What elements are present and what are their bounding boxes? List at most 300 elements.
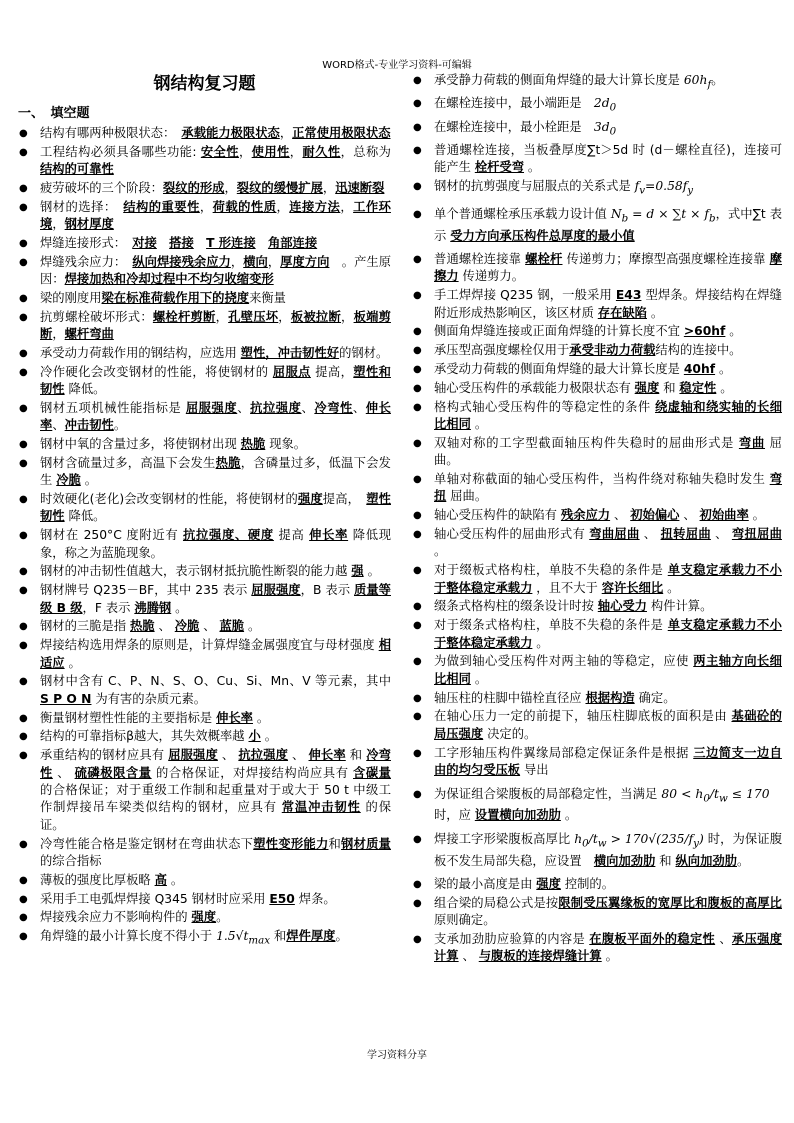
answer-text: 相适应 xyxy=(40,638,391,670)
question-text: 组合梁的局稳公式是按 xyxy=(434,895,559,910)
question-text: 钢材的抗剪强度与屈服点的关系式是 xyxy=(434,178,635,193)
page-title: 钢结构复习题 xyxy=(153,74,256,94)
answer-text: 热脆 xyxy=(215,455,241,470)
answer-text: 冷脆 xyxy=(174,619,200,634)
math-text: /t xyxy=(588,831,598,846)
answer-text: 伸长率 xyxy=(308,748,346,763)
question-text: 提高， xyxy=(322,492,367,507)
math-text: = d × ∑t × f xyxy=(628,206,709,221)
question-text: 导出 xyxy=(520,763,549,778)
question-item xyxy=(412,745,782,780)
question-text: 普通螺栓连接，当板叠厚度∑t＞5d 时 (d－螺栓直径)，连接可能产生 xyxy=(434,142,782,175)
answer-text: 摩擦力 xyxy=(434,252,782,284)
question-text: 侧面角焊缝连接或正面角焊缝的计算长度不宜 xyxy=(434,324,684,339)
answer-text: 搭接 xyxy=(169,235,194,250)
math-text: w xyxy=(597,837,607,850)
question-text: 冷作硬化会改变钢材的性能，将使钢材的 xyxy=(40,364,273,379)
question-text: ， xyxy=(340,199,354,214)
question-text: 和 xyxy=(270,929,287,944)
question-text: 轴心受压构件的承载能力极限状态有 xyxy=(434,380,635,395)
answer-text: 强度 xyxy=(191,910,217,925)
question-item xyxy=(18,491,391,526)
answer-text: 冷脆 xyxy=(56,473,81,488)
answer-text: 使用性 xyxy=(251,144,290,159)
question-text: 。 xyxy=(166,872,184,887)
question-text: 原则确定。 xyxy=(434,913,496,928)
question-item xyxy=(412,617,782,652)
question-text: 。 xyxy=(171,600,188,615)
answer-text: >60hf xyxy=(683,324,726,339)
question-text: ，含磷量过多，低温下会发生 xyxy=(40,455,391,488)
question-text: 焊缝残余应力： xyxy=(40,254,133,269)
question-text: ， xyxy=(267,254,281,269)
question-text: 决定的。 xyxy=(483,726,537,741)
question-text: 的合格保证，对焊接结构尚应具有 xyxy=(151,765,353,780)
answer-text: 耐久性 xyxy=(302,144,341,159)
answer-text: 纵向加劲肋 xyxy=(675,853,737,868)
question-text: ，B 表示 xyxy=(300,583,354,598)
question-item xyxy=(18,125,391,142)
question-text: 为保证组合梁腹板的局部稳定性，当满足 xyxy=(434,786,662,801)
question-text: 钢材牌号 Q235－BF，其中 235 表示 xyxy=(40,583,252,598)
question-item xyxy=(412,95,782,117)
question-text: 。 xyxy=(524,160,541,175)
question-text: ，且不大于 xyxy=(532,580,602,595)
question-text: 支承加劲肋应验算的内容是 xyxy=(434,932,590,947)
answer-text: 塑性韧性 xyxy=(40,492,391,524)
question-text: 焊接残余应力不影响构件的 xyxy=(40,910,192,925)
question-text: 手工焊焊接 Q235 钢，一般采用 xyxy=(434,288,616,303)
question-item xyxy=(18,290,391,307)
answer-text: 热脆 xyxy=(240,437,266,452)
question-text: 。 xyxy=(252,710,270,725)
math-text: h xyxy=(574,831,583,846)
question-item xyxy=(412,323,782,340)
question-text: 的合格保证；对于重级工作制和起重量对于或大于 50 t 中级工作制焊接吊车梁类似结构的钢材，应具有 xyxy=(40,783,391,815)
answer-text: 板端剪断 xyxy=(40,309,391,342)
answer-text: 对接 xyxy=(132,235,157,250)
question-item xyxy=(18,436,391,453)
question-text: 角焊缝的最小计算长度不得小于 xyxy=(40,929,217,944)
answer-text: 质量等级 B 级 xyxy=(40,583,391,615)
answer-text: 单支稳定承载力不小于整体稳定承载力 xyxy=(434,563,782,595)
question-text: 。 xyxy=(748,508,765,523)
question-text: 、 xyxy=(199,619,220,634)
question-text: 降低现象，称之为蓝脆现象。 xyxy=(40,528,391,560)
answer-text: 工作环境 xyxy=(40,199,391,232)
question-item xyxy=(18,235,391,252)
math-text: 0 xyxy=(582,837,589,850)
answer-text: 强度 xyxy=(536,877,561,892)
answer-text: 屈服强度 xyxy=(168,748,218,763)
answer-text: 裂纹的形成 xyxy=(162,180,225,195)
math-text: w xyxy=(718,791,728,804)
answer-text: 蓝脆 xyxy=(219,619,245,634)
question-item xyxy=(412,562,782,597)
question-text: 单轴对称截面的轴心受压构件，当构件绕对称轴失稳时发生 xyxy=(434,472,770,487)
question-text: 提高， xyxy=(310,364,354,379)
answer-text: 角部连接 xyxy=(267,235,318,250)
question-item xyxy=(18,144,391,179)
answer-text: 横向 xyxy=(243,254,268,269)
answer-text: 常温冲击韧性 xyxy=(281,800,361,815)
answer-text: 安全性 xyxy=(200,144,239,159)
answer-text: 高 xyxy=(154,872,167,887)
answer-text: 与腹板的连接焊缝计算 xyxy=(478,949,602,964)
question-text: 时效硬化(老化)会改变钢材的性能，将使钢材的 xyxy=(40,492,298,507)
answer-text: 沸腾钢 xyxy=(134,600,172,615)
question-item xyxy=(18,618,391,635)
math-text: max xyxy=(248,934,271,947)
answer-text: 弯扭屈曲 xyxy=(731,527,782,542)
answer-text: 焊接加热和冷却过程中不均匀收缩变形 xyxy=(64,272,274,287)
answer-text: 屈服点 xyxy=(272,364,311,379)
question-text: 确定。 xyxy=(634,690,676,705)
answer-text: E50 xyxy=(269,891,295,906)
question-text: ， xyxy=(215,309,229,324)
question-text: 抗剪螺栓破坏形式： xyxy=(40,309,153,324)
question-text: 。 xyxy=(216,910,229,925)
question-item xyxy=(18,455,391,490)
question-text: 承受动力荷载作用的钢结构，应选用 xyxy=(40,345,241,360)
answer-text: 伸长率 xyxy=(216,710,253,725)
question-item xyxy=(412,876,782,893)
answer-text: 焊件厚度 xyxy=(286,929,336,944)
math-text: /t xyxy=(709,786,719,801)
math-text: ) xyxy=(698,831,704,846)
answer-text: 设置横向加劲肋 xyxy=(474,808,561,823)
question-text: 钢材的冲击韧性值越大，表示钢材抵抗脆性断裂的能力越 xyxy=(40,564,352,579)
question-list-right xyxy=(412,72,782,966)
question-text: 。 xyxy=(260,729,278,744)
question-item xyxy=(412,471,782,506)
question-item xyxy=(412,380,782,397)
right-column xyxy=(412,72,782,967)
question-text xyxy=(256,236,268,250)
question-item xyxy=(18,582,391,617)
question-item xyxy=(412,653,782,688)
question-item xyxy=(18,891,391,908)
question-item xyxy=(412,831,782,870)
answer-text: 扭转屈曲 xyxy=(660,527,711,542)
answer-text: 两主轴方向长细比相同 xyxy=(434,654,782,686)
question-text: 结构的可靠指标β越大，其失效概率越 xyxy=(40,729,249,744)
answer-text: 存在缺陷 xyxy=(597,305,647,320)
question-text: 梁的最小高度是由 xyxy=(434,877,537,892)
question-text: 和 xyxy=(659,380,680,395)
answer-text: 抗拉强度 xyxy=(238,748,289,763)
answer-text: 抗拉强度 xyxy=(250,400,302,415)
question-item xyxy=(18,563,391,580)
answer-text: 荷载的性质 xyxy=(212,199,277,214)
question-item xyxy=(412,526,782,561)
question-text: 焊缝连接形式： xyxy=(40,235,133,250)
question-text: 。 xyxy=(715,362,732,377)
answer-text: 塑性和韧性 xyxy=(40,364,391,397)
question-text: 、 xyxy=(52,418,65,433)
answer-text: 承载能力极限状态 xyxy=(181,125,280,140)
answer-text: 限制受压翼缘板的宽厚比和腹板的高厚比 xyxy=(558,895,782,910)
question-text: 降低。 xyxy=(64,509,106,524)
question-item xyxy=(18,673,391,708)
question-text: 。 xyxy=(113,418,127,433)
question-text: 承压型高强度螺栓仅用于 xyxy=(434,343,570,358)
answer-text: 热脆 xyxy=(130,619,155,634)
math-text: 0 xyxy=(703,791,710,804)
question-text: 控制的。 xyxy=(560,877,615,892)
question-text: 。 xyxy=(725,324,742,339)
answer-text: 强度 xyxy=(297,492,323,507)
answer-text: 冲击韧性 xyxy=(64,418,114,433)
question-text: ，式中∑t 表示 xyxy=(434,206,782,243)
answer-text: 裂纹的缓慢扩展 xyxy=(236,180,323,195)
answer-text: 正常使用极限状态 xyxy=(292,125,391,140)
question-text: 和 xyxy=(655,853,676,868)
question-text: 冷弯性能合格是鉴定钢材在弯曲状态下 xyxy=(40,836,254,851)
question-text: 传递剪力；摩擦型高强度螺栓连接靠 xyxy=(562,252,770,267)
question-text: 现象。 xyxy=(265,437,307,452)
question-text: 焊接工字形梁腹板高厚比 xyxy=(434,831,575,846)
question-item xyxy=(412,598,782,615)
question-text: 承受动力荷载的侧面角焊缝的最大计算长度是 xyxy=(434,362,684,377)
answer-text: 弯曲 xyxy=(738,435,766,450)
question-text: 。 xyxy=(560,808,578,823)
answer-text: 钢材厚度 xyxy=(64,217,114,232)
question-text: ， xyxy=(230,254,244,269)
question-text: 钢材五项机械性能指标是 xyxy=(40,400,186,415)
question-text xyxy=(194,236,206,250)
answer-text: 结构的可靠性 xyxy=(40,162,114,177)
question-item xyxy=(18,527,391,562)
question-text: 钢材中含有 C、P、N、S、O、Cu、Si、Mn、V 等元素，其中 xyxy=(40,674,391,689)
question-text: 、 xyxy=(679,508,700,523)
question-text: 降低。 xyxy=(64,382,106,397)
answer-text: 三边简支一边自由的均匀受压板 xyxy=(434,745,782,778)
question-text: 、 xyxy=(301,400,315,415)
math-text: 1.5√t xyxy=(216,929,249,944)
question-item xyxy=(412,342,782,359)
question-text: 梁的刚度用 xyxy=(40,290,102,305)
answer-text: 螺栓杆 xyxy=(525,252,563,267)
math-text: f xyxy=(707,78,712,91)
section-heading: 一、 填空题 xyxy=(18,106,90,122)
question-text: 、 xyxy=(639,527,661,542)
question-text: 工字形轴压构件翼缘局部稳定保证条件是根据 xyxy=(434,745,694,760)
answer-text: 钢材质量 xyxy=(341,836,391,851)
answer-text: 纵向焊接残余应力 xyxy=(132,254,231,269)
math-text: f xyxy=(634,178,640,193)
question-text: ， xyxy=(276,199,290,214)
answer-text: 伸长率 xyxy=(40,400,391,433)
question-text: ，F 表示 xyxy=(82,600,135,615)
question-text: 钢材的选择： xyxy=(40,199,124,214)
question-text: 采用手工电弧焊焊接 Q345 钢材时应采用 xyxy=(40,891,270,906)
answer-text: 承压强度计算 xyxy=(434,932,782,964)
question-text: 格构式轴心受压构件的等稳定性的条件 xyxy=(434,399,655,414)
math-text: v xyxy=(639,184,646,197)
question-item xyxy=(18,309,391,344)
question-text: 工程结构必须具备哪些功能: xyxy=(40,144,201,159)
question-text: 。 xyxy=(434,544,447,559)
math-text: y xyxy=(687,184,694,197)
question-item xyxy=(412,178,782,200)
question-text: 疲劳破坏的三个阶段： xyxy=(40,180,163,195)
question-text: 。 xyxy=(601,949,618,964)
question-item xyxy=(412,72,782,94)
question-text: 焊条。 xyxy=(294,891,336,906)
question-text: 结构的连接中。 xyxy=(655,343,742,358)
question-item xyxy=(18,364,391,399)
answer-text: 基础砼的局压强度 xyxy=(434,709,782,741)
question-text: ， xyxy=(279,125,293,140)
question-text: 、 xyxy=(710,527,732,542)
question-list-left xyxy=(18,125,391,950)
answer-text: 稳定性 xyxy=(679,380,717,395)
math-text: 3d xyxy=(593,119,610,134)
question-text: 传递剪力。 xyxy=(458,269,525,284)
question-item xyxy=(412,287,782,322)
math-text: > 170√(235/f xyxy=(606,831,694,846)
question-text: 单个普通螺栓承压承载力设计值 xyxy=(434,206,611,221)
question-text: 。 xyxy=(711,73,724,87)
question-text: 普通螺栓连接靠 xyxy=(434,252,526,267)
question-item xyxy=(412,690,782,707)
question-text: 提高 xyxy=(273,528,310,543)
answer-text: 单支稳定承载力不小于整体稳定承载力 xyxy=(434,618,782,650)
question-text: 屈曲。 xyxy=(446,489,488,504)
question-item xyxy=(412,399,782,434)
question-item xyxy=(18,728,391,745)
answer-text: 弯曲屈曲 xyxy=(589,527,640,542)
question-text: 。 xyxy=(80,473,98,488)
question-text: 。产生原因： xyxy=(40,254,391,287)
question-text: 时，为保证腹板不发生局部失稳，应设置 xyxy=(434,831,782,868)
answer-text: 弯扭 xyxy=(434,472,782,504)
question-text: 。 xyxy=(470,417,488,432)
question-text: 为做到轴心受压构件对两主轴的等稳定，应使 xyxy=(434,654,694,669)
question-item xyxy=(412,931,782,966)
answer-text: 初始偏心 xyxy=(630,508,680,523)
question-item xyxy=(18,710,391,727)
question-text: 。 xyxy=(470,671,488,686)
answer-text: 螺栓杆剪断 xyxy=(152,309,216,324)
question-text: 。 xyxy=(244,619,261,634)
question-item xyxy=(412,895,782,930)
question-item xyxy=(18,928,391,950)
question-text: 钢材中氧的含量过多，将使钢材出现 xyxy=(40,437,241,452)
math-text: y xyxy=(693,837,699,850)
question-text: 来衡量 xyxy=(249,290,286,305)
math-text: 2d xyxy=(593,96,610,111)
question-text: 、 xyxy=(610,508,631,523)
answer-text: 屈服强度 xyxy=(251,583,301,598)
question-text xyxy=(157,236,169,250)
answer-text: 承受非动力荷载 xyxy=(569,343,656,358)
question-text: 缀条式格构柱的缀条设计时按 xyxy=(434,599,598,614)
answer-text: 含碳量 xyxy=(353,765,391,780)
question-text: 衡量钢材塑性性能的主要指标是 xyxy=(40,710,217,725)
answer-text: 塑性，冲击韧性好 xyxy=(240,345,340,360)
question-text: 在螺栓连接中，最小端距是 xyxy=(434,96,594,111)
question-text: 。 xyxy=(716,380,733,395)
question-text: ， xyxy=(199,199,213,214)
left-column xyxy=(18,72,391,951)
answer-text: 伸长率 xyxy=(309,528,349,543)
page-header: WORD格式-专业学习资料-可编辑 xyxy=(322,60,472,71)
answer-text: 结构的重要性 xyxy=(123,199,200,214)
question-item xyxy=(412,435,782,470)
question-text: 。 xyxy=(646,305,664,320)
answer-text: 绕虚轴和绕实轴的长细比相同 xyxy=(434,399,782,432)
question-text: 轴心受压构件的缺陷有 xyxy=(434,508,561,523)
question-text: 钢材含硫量过多，高温下会发生 xyxy=(40,455,216,470)
answer-text: 强 xyxy=(351,564,364,579)
answer-text: T 形连接 xyxy=(206,235,256,250)
question-text: 在轴心压力一定的前提下，轴压柱脚底板的面积是由 xyxy=(434,709,732,724)
question-text: ， xyxy=(224,180,237,195)
answer-text: 塑性变形能力 xyxy=(253,836,329,851)
answer-text: 冷弯性 xyxy=(314,400,353,415)
answer-text: 在腹板平面外的稳定性 xyxy=(589,932,716,947)
question-item xyxy=(18,400,391,435)
answer-text: E43 xyxy=(615,288,642,303)
question-text: ， xyxy=(289,144,303,159)
question-text: 。 xyxy=(363,564,380,579)
question-text: 、 xyxy=(458,949,479,964)
answer-text: S P O N xyxy=(40,691,92,706)
question-item xyxy=(412,708,782,743)
question-text: 。 xyxy=(335,929,348,944)
question-text: 和 xyxy=(345,748,367,763)
question-text: 。 xyxy=(663,580,680,595)
question-text: 。 xyxy=(64,655,81,670)
question-text: 和 xyxy=(328,836,342,851)
answer-text: 板被拉断 xyxy=(290,309,342,324)
question-text: ， xyxy=(52,217,65,232)
question-text: 。 xyxy=(737,853,750,868)
question-item xyxy=(18,836,391,871)
math-text: b xyxy=(621,212,629,225)
answer-text: 螺杆弯曲 xyxy=(64,327,114,342)
answer-text: 根据构造 xyxy=(585,690,635,705)
question-item xyxy=(18,872,391,889)
math-text: b xyxy=(708,212,716,225)
question-text: 为有害的杂质元素。 xyxy=(91,691,207,706)
question-text: 轴心受压构件的屈曲形式有 xyxy=(434,527,590,542)
answer-text: 横向加劲肋 xyxy=(593,853,656,868)
answer-text: 迅速断裂 xyxy=(335,180,385,195)
question-item xyxy=(18,637,391,672)
question-text: 、 xyxy=(237,400,251,415)
question-text: 、 xyxy=(154,619,175,634)
answer-text: 容许长细比 xyxy=(601,580,664,595)
answer-text: 强度 xyxy=(634,380,660,395)
answer-text: 40hf xyxy=(683,362,716,377)
question-text: 、 xyxy=(288,748,309,763)
question-text: 、 xyxy=(52,765,75,780)
question-text: 、 xyxy=(352,400,366,415)
answer-text: 厚度方向 xyxy=(280,254,330,269)
question-text: ， xyxy=(278,309,291,324)
question-text: 在螺栓连接中，最小栓距是 xyxy=(434,119,594,134)
question-text: ， xyxy=(238,144,252,159)
question-text: ，总称为 xyxy=(340,144,391,159)
math-text: N xyxy=(610,206,622,221)
question-item xyxy=(18,254,391,289)
question-item xyxy=(412,507,782,524)
question-text: 的综合指标 xyxy=(40,854,102,869)
answer-text: 冷弯性 xyxy=(40,748,391,780)
